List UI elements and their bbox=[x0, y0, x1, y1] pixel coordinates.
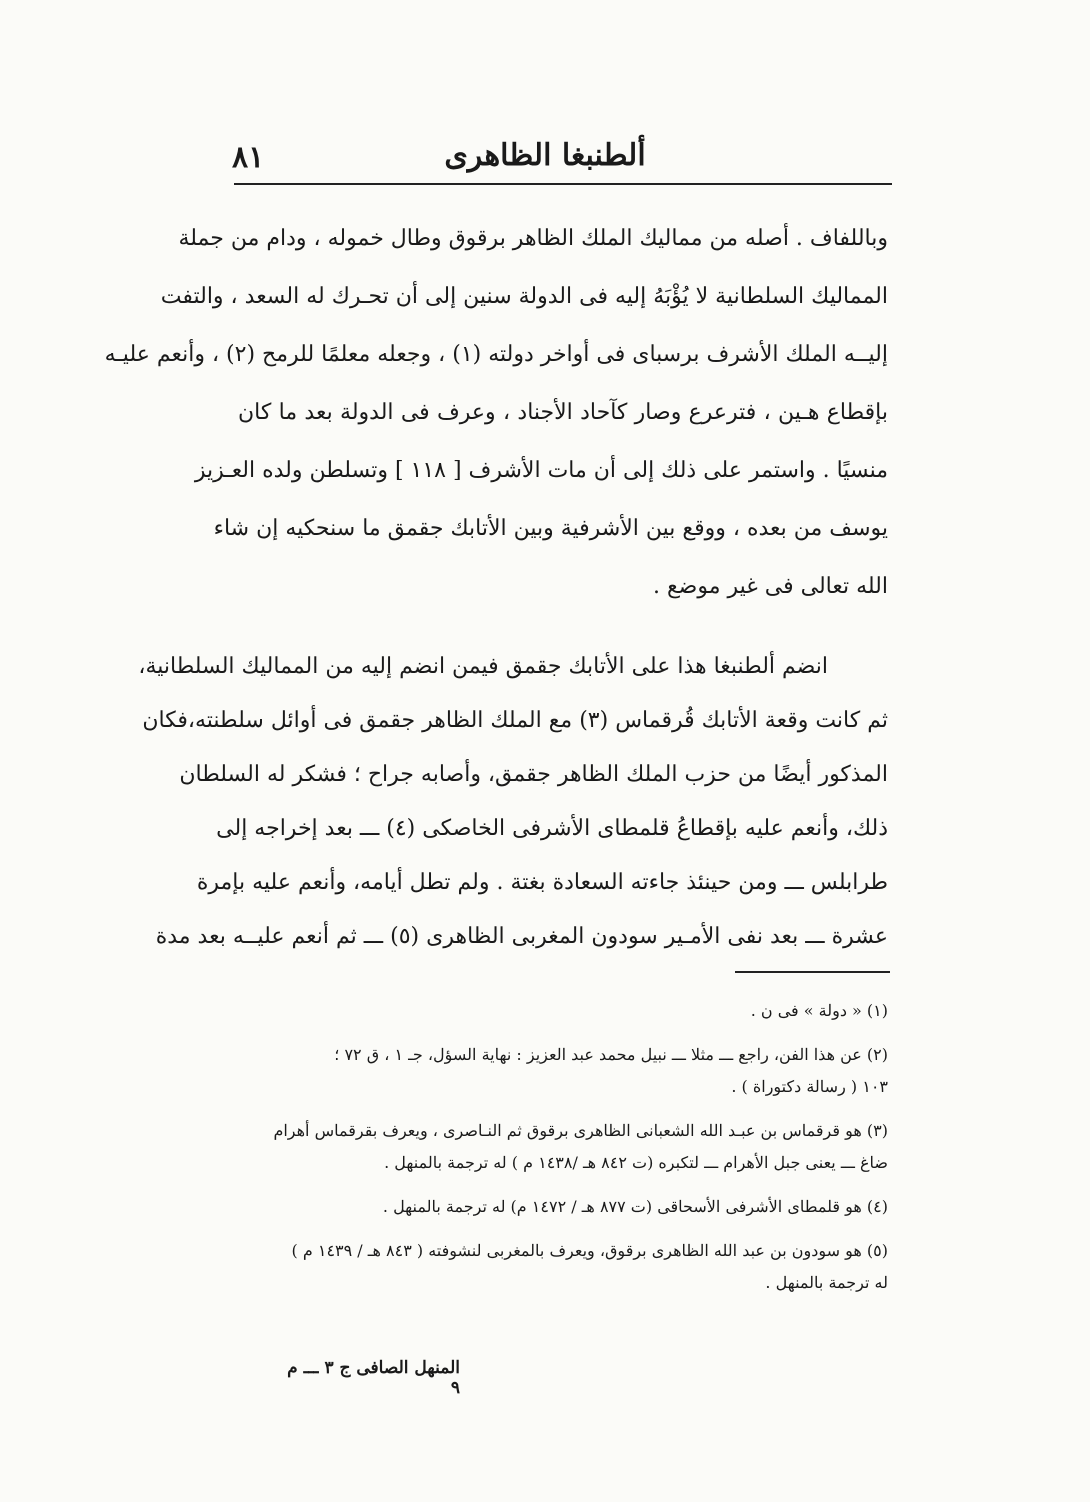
text-line: الله تعالى فى غير موضع . bbox=[652, 574, 888, 599]
paragraph-2 bbox=[138, 640, 888, 964]
footnote-line: (٣) هو قرقماس بن عبـد الله الشعبانى الظاهرى برقوق ثم النـاصرى ، ويعرف بقرقماس أهرام bbox=[273, 1121, 888, 1140]
signature-mark: المنهل الصافى ج ٣ ـــ م ٩ bbox=[287, 1358, 460, 1398]
footnote-line: ضاغ ـــ يعنى جبل الأهرام ـــ لتكبره (ت ٨٤٢ هـ /١٤٣٨ م ) له ترجمة بالمنهل . bbox=[384, 1153, 888, 1172]
text-line: ذلك، وأنعم عليه بإقطاعُ قلمطاى الأشرفى الخاصكى (٤) ـــ بعد إخراجه إلى bbox=[216, 816, 888, 841]
text-line: وباللفاف . أصله من مماليك الملك الظاهر برقوق وطال خموله ، ودام من جملة bbox=[178, 226, 888, 251]
text-line: المماليك السلطانية لا يُؤْبَهُ إليه فى الدولة سنين إلى أن تحـرك له السعد ، والتفت bbox=[160, 284, 888, 309]
footnote-line: (٥) هو سودون بن عبد الله الظاهرى برقوق، ويعرف بالمغربى لنشوفته ( ٨٤٣ هـ / ١٤٣٩ م ) bbox=[291, 1241, 888, 1260]
footnote-line: ١٠٣ ( رسالة دكتوراة ) . bbox=[731, 1077, 888, 1096]
text-line: بإقطاع هـين ، فترعرع وصار كآحاد الأجناد ، وعرف فى الدولة بعد ما كان bbox=[238, 400, 888, 425]
footnote-line: (٤) هو قلمطاى الأشرفى الأسحاقى (ت ٨٧٧ هـ / ١٤٧٢ م) له ترجمة بالمنهل . bbox=[382, 1197, 888, 1216]
footnote-line: (١) « دولة » فى ن . bbox=[750, 1001, 888, 1020]
header-rule bbox=[234, 183, 892, 185]
footnote-4 bbox=[238, 1191, 888, 1223]
running-header-title: ألطنبغا الظاهرى bbox=[444, 138, 646, 173]
footnotes bbox=[238, 995, 888, 1311]
footnote-line: له ترجمة بالمنهل . bbox=[765, 1273, 888, 1292]
footnote-line: (٢) عن هذا الفن، راجع ـــ مثلا ـــ نبيل محمد عبد العزيز : نهاية السؤل، جـ ١ ، ق ٧٢ ؛ bbox=[334, 1045, 888, 1064]
footnote-2 bbox=[238, 1039, 888, 1103]
text-line: يوسف من بعده ، ووقع بين الأشرفية وبين الأتابك جقمق ما سنحكيه إن شاء bbox=[213, 516, 888, 541]
paragraph-1 bbox=[104, 210, 888, 616]
footnote-1 bbox=[238, 995, 888, 1027]
footnote-5 bbox=[238, 1235, 888, 1299]
text-line: عشرة ـــ بعد نفى الأمـير سودون المغربى الظاهرى (٥) ـــ ثم أنعم عليــه بعد مدة bbox=[155, 924, 888, 949]
text-line: انضم ألطنبغا هذا على الأتابك جقمق فيمن انضم إليه من المماليك السلطانية، bbox=[138, 654, 828, 679]
footnotes-rule bbox=[735, 971, 890, 973]
text-line: منسيًا . واستمر على ذلك إلى أن مات الأشرف [ ١١٨ ] وتسلطن ولده العـزيز bbox=[194, 458, 888, 483]
text-line: ثم كانت وقعة الأتابك قُرقماس (٣) مع الملك الظاهر جقمق فى أوائل سلطنته،فكان bbox=[142, 708, 888, 733]
text-line: طرابلس ـــ ومن حينئذ جاءته السعادة بغتة . ولم تطل أيامه، وأنعم عليه بإمرة bbox=[196, 870, 888, 895]
page-number: ٨١ bbox=[232, 140, 265, 175]
text-line: المذكور أيضًا من حزب الملك الظاهر جقمق، وأصابه جراح ؛ فشكر له السلطان bbox=[179, 762, 888, 787]
text-line: إليــه الملك الأشرف برسباى فى أواخر دولته (١) ، وجعله معلمًا للرمح (٢) ، وأنعم عليـه bbox=[104, 342, 888, 367]
footnote-3 bbox=[238, 1115, 888, 1179]
